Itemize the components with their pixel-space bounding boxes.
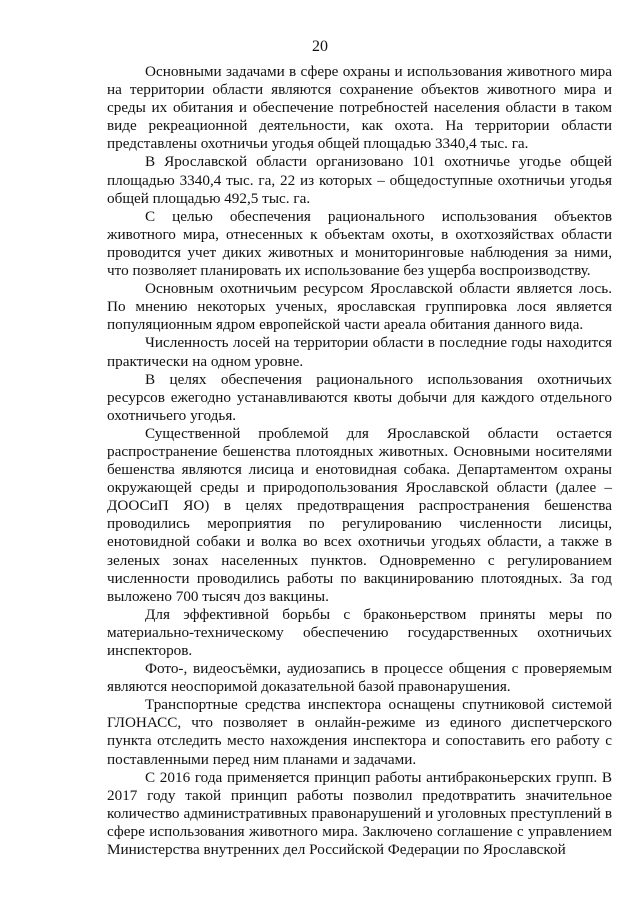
paragraph: В целях обеспечения рационального использования охотничьих ресурсов ежегодно устанавливаются квоты добычи для каждого отдельного охотничьего угодья. — [107, 370, 612, 424]
paragraph: Основным охотничьим ресурсом Ярославской области является лось. По мнению некоторых ученых, ярославская группировка лося является популяционным ядром европейской части ареала обитания данного вида. — [107, 280, 612, 334]
paragraph: Транспортные средства инспектора оснащены спутниковой системой ГЛОНАСС, что позволяет в онлайн-режиме из единого диспетчерского пункта отследить место нахождения инспектора и сопоставить его работу с поставленными перед ним планами и задачами. — [107, 696, 612, 768]
paragraph: С 2016 года применяется принцип работы антибраконьерских групп. В 2017 году такой принцип работы позволил предотвратить значительное количество административных правонарушений и уголовных преступлений в сфере использования животного мира. Заключено соглашение с управлением Министерства внутренних дел Российской Федерации по Ярославской — [107, 768, 612, 859]
paragraph: Для эффективной борьбы с браконьерством приняты меры по материально-техническому обеспечению государственных охотничьих инспекторов. — [107, 605, 612, 659]
paragraph: Фото-, видеосъёмки, аудиозапись в процессе общения с проверяемым являются неоспоримой доказательной базой правонарушения. — [107, 660, 612, 696]
body-text — [107, 63, 612, 859]
paragraph: Численность лосей на территории области в последние годы находится практически на одном уровне. — [107, 334, 612, 370]
paragraph: Основными задачами в сфере охраны и использования животного мира на территории области являются сохранение объектов животного мира и среды их обитания и обеспечение потребностей населения области в таком виде рекреационной деятельности, как охота. На территории области представлены охотничьи угодья общей площадью 3340,4 тыс. га. — [107, 63, 612, 153]
paragraph: В Ярославской области организовано 101 охотничье угодье общей площадью 3340,4 тыс. га, 22 из которых – общедоступные охотничьи угодья общей площадью 492,5 тыс. га. — [107, 153, 612, 207]
paragraph: Существенной проблемой для Ярославской области остается распространение бешенства плотоядных животных. Основными носителями бешенства являются лисица и енотовидная собака. Департаментом охраны окружающей среды и природопользования Ярославской области (далее – ДООСиП ЯО) в целях предотвращения распространения бешенства проводились мероприятия по регулированию численности лисицы, енотовидной собаки и волка во всех охотничьи угодьях области, а также в зеленых зонах населенных пунктов. Одновременно с регулированием численности проводились работы по вакцинированию плотоядных. За год выложено 700 тысяч доз вакцины. — [107, 424, 612, 605]
page-number: 20 — [312, 38, 328, 55]
paragraph: С целью обеспечения рационального использования объектов животного мира, отнесенных к объектам охоты, в охотхозяйствах области проводится учет диких животных и мониторинговые наблюдения за ними, что позволяет планировать их использование без ущерба воспроизводству. — [107, 207, 612, 280]
